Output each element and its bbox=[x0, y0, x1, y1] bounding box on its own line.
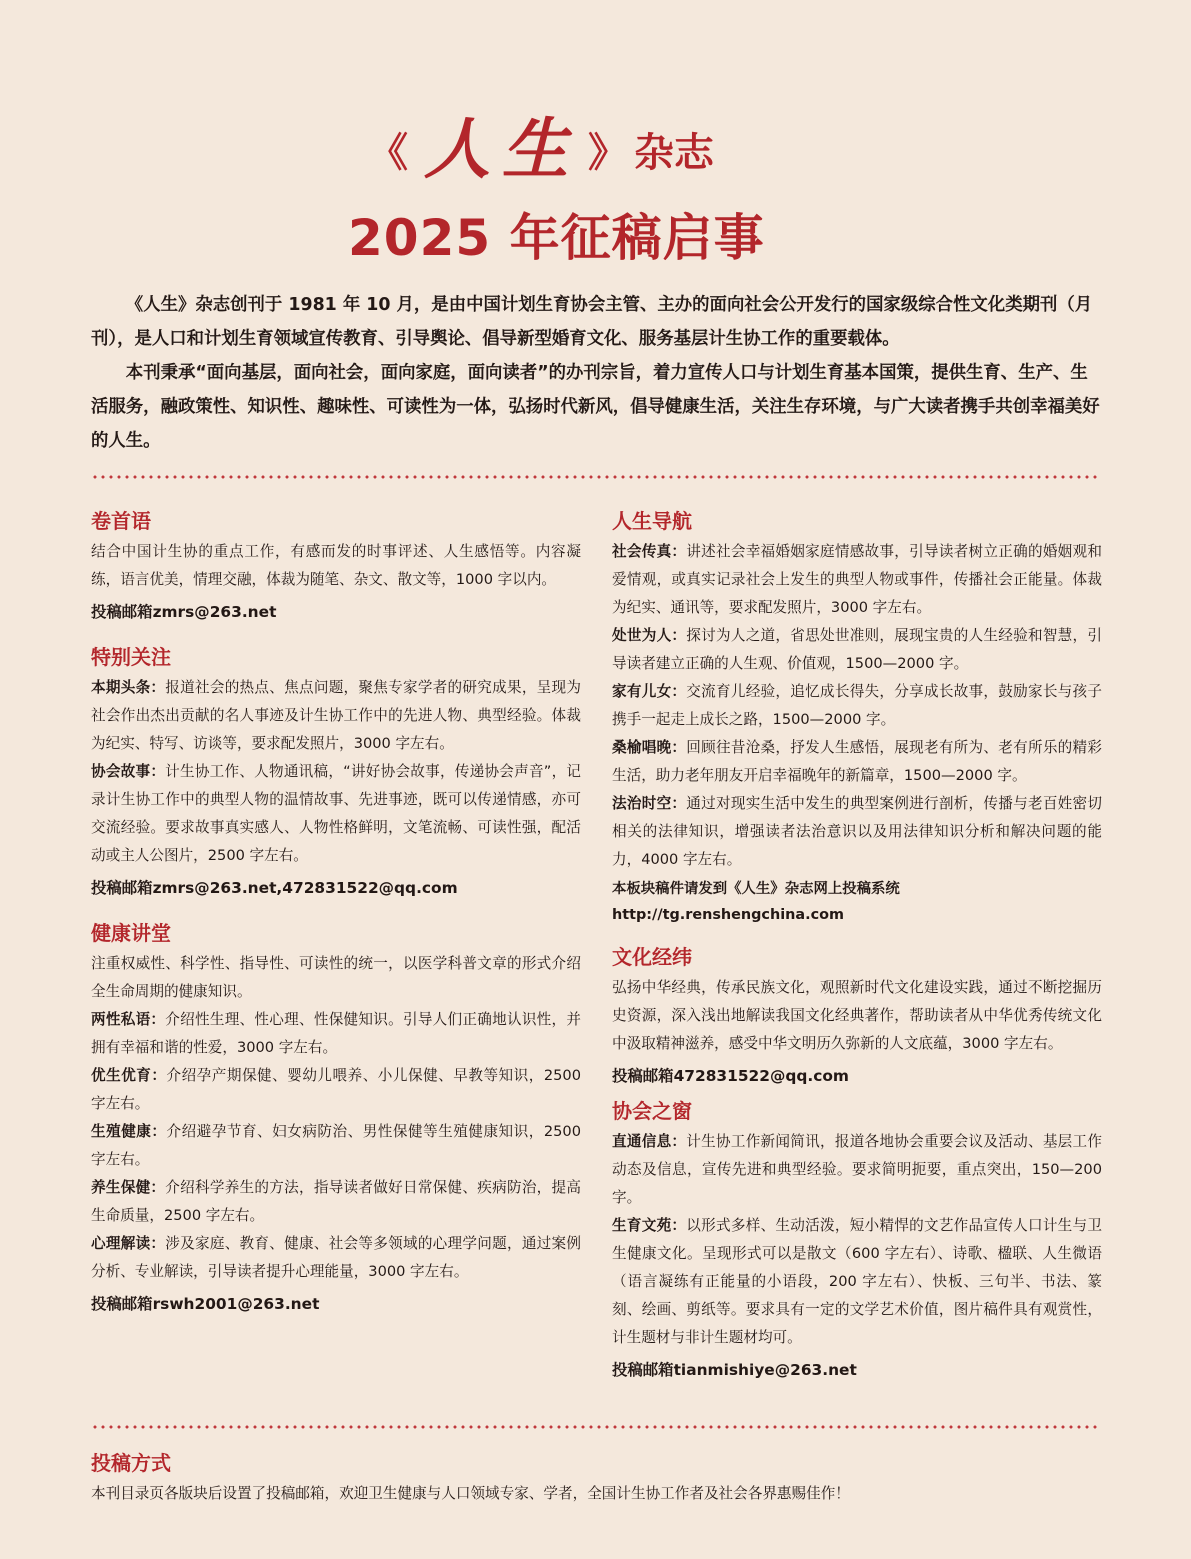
section-text: 注重权威性、科学性、指导性、可读性的统一，以医学科普文章的形式介绍全生命周期的健康知识。 bbox=[91, 955, 581, 1000]
item-text: 介绍孕产期保健、婴幼儿喂养、小儿保健、早教等知识，2500 字左右。 bbox=[91, 1067, 581, 1112]
footer-title: 投稿方式 bbox=[91, 1451, 171, 1475]
section-item bbox=[91, 1174, 581, 1230]
section-item bbox=[91, 758, 581, 870]
submission-email: 投稿邮箱rswh2001@263.net bbox=[91, 1295, 320, 1313]
section-title: 特别关注 bbox=[91, 645, 171, 669]
section-title: 文化经纬 bbox=[612, 945, 692, 969]
dotted-divider-bottom bbox=[91, 1425, 1101, 1429]
section-item bbox=[612, 1128, 1102, 1212]
section-wenhuajingwei bbox=[612, 940, 1102, 1090]
item-text: 通过对现实生活中发生的典型案例进行剖析，传播与老百姓密切相关的法律知识，增强读者法治意识以及用法律知识分析和解决问题的能力，4000 字左右。 bbox=[612, 795, 1102, 868]
submission-email: 投稿邮箱zmrs@263.net bbox=[91, 603, 277, 621]
section-item bbox=[612, 1212, 1102, 1352]
magazine-title bbox=[368, 108, 714, 190]
item-label: 养生保健： bbox=[91, 1179, 166, 1196]
section-item bbox=[612, 678, 1102, 734]
intro-paragraph-2: 本刊秉承“面向基层，面向社会，面向家庭，面向读者”的办刊宗旨，着力宣传人口与计划生育基本国策，提供生育、生产、生活服务，融政策性、知识性、趣味性、可读性为一体，弘扬时代新风，倡导健康生活，关注生存环境，与广大读者携手共创幸福美好的人生。 bbox=[91, 363, 1100, 451]
item-label: 生育文苑： bbox=[612, 1217, 687, 1234]
section-title: 人生导航 bbox=[612, 509, 692, 533]
item-text: 以形式多样、生动活泼，短小精悍的文艺作品宣传人口计生与卫生健康文化。呈现形式可以是散文（600 字左右）、诗歌、楹联、人生微语（语言凝练有正能量的小语段，200 字左右）、快板、三句半、书法、篆刻、绘画、剪纸等。要求具有一定的文学艺术价值，图片稿件具有观赏性，计生题材与非计生题材均可。 bbox=[612, 1217, 1102, 1346]
section-title: 协会之窗 bbox=[612, 1099, 692, 1123]
item-label: 处世为人： bbox=[612, 627, 687, 644]
magazine-logo: 人生 bbox=[424, 110, 580, 188]
item-label: 家有儿女： bbox=[612, 683, 687, 700]
section-renshengdaohang bbox=[612, 504, 1102, 926]
item-text: 计生协工作、人物通讯稿，“讲好协会故事，传递协会声音”，记录计生协工作中的典型人物的温情故事、先进事迹，既可以传递情感，亦可交流经验。要求故事真实感人、人物性格鲜明，文笔流畅、可读性强，配活动或主人公图片，2500 字左右。 bbox=[91, 763, 581, 864]
title-open-bracket: 《 bbox=[368, 129, 408, 176]
item-label: 优生优育： bbox=[91, 1067, 167, 1084]
item-label: 两性私语： bbox=[91, 1011, 166, 1028]
section-title: 健康讲堂 bbox=[91, 921, 171, 945]
section-xiehuizhichuang bbox=[612, 1094, 1102, 1384]
submission-note: 本板块稿件请发到《人生》杂志网上投稿系统 bbox=[612, 881, 900, 897]
item-label: 桑榆唱晚： bbox=[612, 739, 687, 756]
item-label: 本期头条： bbox=[91, 679, 166, 696]
section-item bbox=[91, 1230, 581, 1286]
submission-email: 投稿邮箱tianmishiye@263.net bbox=[612, 1361, 857, 1379]
item-label: 法治时空： bbox=[612, 795, 687, 812]
intro bbox=[91, 288, 1101, 458]
item-text: 涉及家庭、教育、健康、社会等多领域的心理学问题，通过案例分析、专业解读，引导读者提升心理能量，3000 字左右。 bbox=[91, 1235, 581, 1280]
item-text: 介绍科学养生的方法，指导读者做好日常保健、疾病防治，提高生命质量，2500 字左右。 bbox=[91, 1179, 581, 1224]
title-close-bracket: 》 bbox=[588, 129, 628, 176]
submission-url-link[interactable]: http://tg.renshengchina.com bbox=[612, 907, 844, 923]
section-item bbox=[91, 674, 581, 758]
section-text: 弘扬中华经典，传承民族文化，观照新时代文化建设实践，通过不断挖掘历史资源，深入浅出地解读我国文化经典著作，帮助读者从中华优秀传统文化中汲取精神滋养，感受中华文明历久弥新的人文底蕴，3000 字左右。 bbox=[612, 979, 1102, 1052]
page-title: 2025 年征稿启事 bbox=[348, 209, 765, 267]
section-item bbox=[612, 790, 1102, 874]
section-item bbox=[91, 1062, 581, 1118]
item-text: 回顾往昔沧桑，抒发人生感悟，展现老有所为、老有所乐的精彩生活，助力老年朋友开启幸福晚年的新篇章，1500—2000 字。 bbox=[612, 739, 1102, 784]
section-jiankangjiangtang bbox=[91, 916, 581, 1318]
item-label: 心理解读： bbox=[91, 1235, 166, 1252]
item-text: 介绍性生理、性心理、性保健知识。引导人们正确地认识性，并拥有幸福和谐的性爱，3000 字左右。 bbox=[91, 1011, 581, 1056]
section-item bbox=[612, 538, 1102, 622]
section-text: 结合中国计生协的重点工作，有感而发的时事评述、人生感悟等。内容凝练，语言优美，情理交融，体裁为随笔、杂文、散文等，1000 字以内。 bbox=[91, 543, 581, 588]
section-juanshouyu bbox=[91, 504, 581, 626]
item-label: 社会传真： bbox=[612, 543, 687, 560]
right-column bbox=[612, 504, 1102, 1384]
item-label: 生殖健康： bbox=[91, 1123, 167, 1140]
item-label: 直通信息： bbox=[612, 1133, 687, 1150]
title-magazine-word: 杂志 bbox=[634, 129, 714, 176]
section-item bbox=[612, 734, 1102, 790]
item-text: 探讨为人之道，省思处世准则，展现宝贵的人生经验和智慧，引导读者建立正确的人生观、价值观，1500—2000 字。 bbox=[612, 627, 1102, 672]
section-title: 卷首语 bbox=[91, 509, 151, 533]
dotted-divider-top bbox=[91, 475, 1101, 479]
item-text: 讲述社会幸福婚姻家庭情感故事，引导读者树立正确的婚姻观和爱情观，或真实记录社会上发生的典型人物或事件，传播社会正能量。体裁为纪实、通讯等，要求配发照片，3000 字左右。 bbox=[612, 543, 1102, 616]
footer-text: 本刊目录页各版块后设置了投稿邮箱，欢迎卫生健康与人口领域专家、学者，全国计生协工作者及社会各界惠赐佳作！ bbox=[91, 1485, 850, 1502]
item-text: 介绍避孕节育、妇女病防治、男性保健等生殖健康知识，2500 字左右。 bbox=[91, 1123, 581, 1168]
item-label: 协会故事： bbox=[91, 763, 166, 780]
section-item bbox=[91, 1118, 581, 1174]
item-text: 交流育儿经验，追忆成长得失，分享成长故事，鼓励家长与孩子携手一起走上成长之路，1500—2000 字。 bbox=[612, 683, 1102, 728]
section-item bbox=[612, 622, 1102, 678]
section-tebieguanzhu bbox=[91, 640, 581, 902]
item-text: 报道社会的热点、焦点问题，聚焦专家学者的研究成果，呈现为社会作出杰出贡献的名人事迹及计生协工作中的先进人物、典型经验。体裁为纪实、特写、访谈等，要求配发照片，3000 字左右。 bbox=[91, 679, 581, 752]
submission-email: 投稿邮箱472831522@qq.com bbox=[612, 1067, 849, 1085]
left-column bbox=[91, 504, 581, 1318]
section-item bbox=[91, 1006, 581, 1062]
submission-email: 投稿邮箱zmrs@263.net,472831522@qq.com bbox=[91, 879, 458, 897]
item-text: 计生协工作新闻简讯，报道各地协会重要会议及活动、基层工作动态及信息，宣传先进和典型经验。要求简明扼要，重点突出，150—200 字。 bbox=[612, 1133, 1102, 1206]
intro-paragraph-1: 《人生》杂志创刊于 1981 年 10 月，是由中国计划生育协会主管、主办的面向社会公开发行的国家级综合性文化类期刊（月刊），是人口和计划生育领域宣传教育、引导舆论、倡导新型婚育文化、服务基层计生协工作的重要载体。 bbox=[91, 295, 1093, 349]
